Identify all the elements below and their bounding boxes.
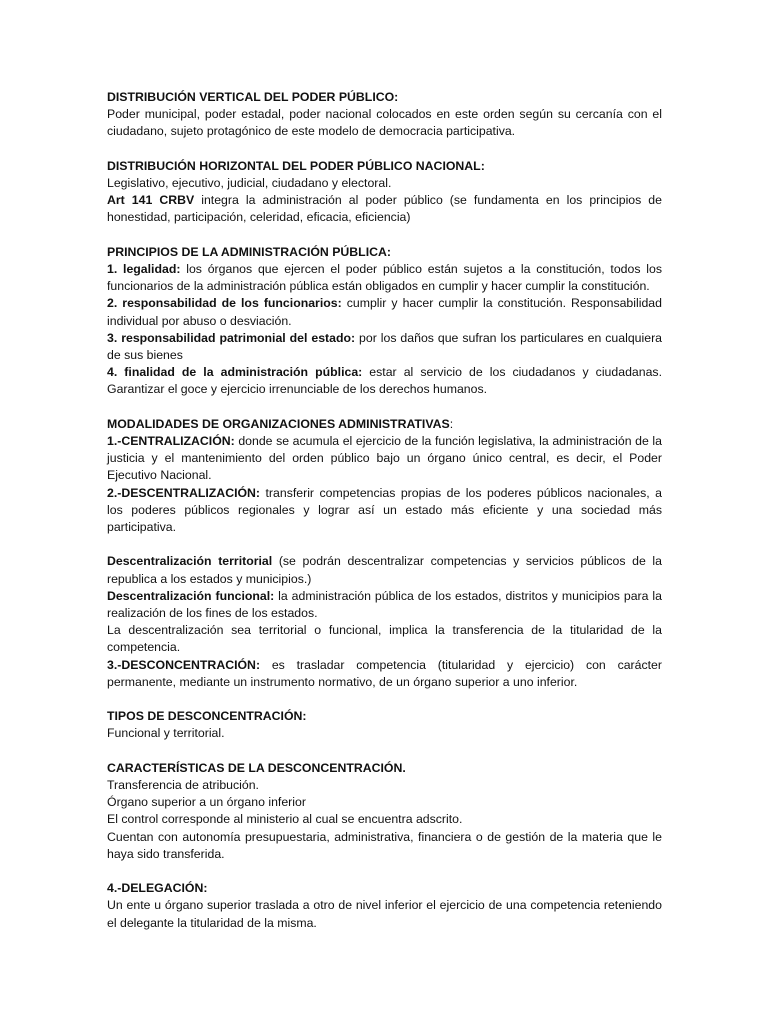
principle-item — [107, 295, 662, 329]
principle-item — [107, 330, 662, 364]
deconcentration-text: es trasladar competencia (titularidad y ejercicio) con carácter permanente, mediante un instrumento normativo, de un órgano superior a uno inferior. — [107, 657, 662, 689]
modality-text: donde se acumula el ejercicio de la función legislativa, la administración de la justicia y el mantenimiento del orden público bajo un órgano único central, es decir, el Poder Ejecutivo Nacional. — [107, 434, 662, 483]
art-141-text: integra la administración al poder público (se fundamenta en los principios de honestidad, participación, celeridad, eficacia, eficiencia) — [107, 193, 662, 225]
modalities-heading-colon: : — [449, 416, 454, 431]
heading-horizontal-distribution: DISTRIBUCIÓN HORIZONTAL DEL PODER PÚBLICO NACIONAL: — [107, 158, 485, 173]
paragraph-funcional — [107, 588, 662, 622]
paragraph-art-141 — [107, 192, 662, 226]
principle-text: estar al servicio de los ciudadanos y ciudadanas. Garantizar el goce y ejercicio irrenunciable de los derechos humanos. — [107, 365, 662, 397]
principle-item — [107, 261, 662, 295]
heading-characteristics: CARACTERÍSTICAS DE LA DESCONCENTRACIÓN. — [107, 760, 406, 775]
paragraph-deconcentration-types: Funcional y territorial. — [107, 726, 225, 741]
principle-label: 1. legalidad: — [107, 262, 181, 276]
principle-label: 2. responsabilidad de los funcionarios: — [107, 296, 342, 311]
section-deconcentration-characteristics — [107, 760, 662, 863]
principle-text: por los daños que sufran los particulares en cualquiera de sus bienes — [107, 330, 662, 363]
modality-item — [107, 485, 662, 537]
funcional-label: Descentralización funcional: — [107, 588, 275, 603]
paragraph-decentralization-note: La descentralización sea territorial o funcional, implica la transferencia de la titularidad de la competencia. — [107, 623, 662, 655]
document-page — [107, 89, 662, 932]
characteristic-line: Órgano superior a un órgano inferior — [107, 795, 306, 810]
heading-delegation: 4.-DELEGACIÓN: — [107, 881, 208, 896]
heading-principles: PRINCIPIOS DE LA ADMINISTRACIÓN PÚBLICA: — [107, 244, 391, 259]
principle-text: cumplir y hacer cumplir la constitución. Responsabilidad individual por abuso o desviación. — [107, 296, 662, 328]
heading-deconcentration-types: TIPOS DE DESCONCENTRACIÓN: — [107, 709, 307, 724]
modalities-heading-text: MODALIDADES DE ORGANIZACIONES ADMINISTRATIVAS — [107, 416, 450, 431]
paragraph-territorial — [107, 553, 662, 587]
section-delegation — [107, 880, 662, 932]
principle-item — [107, 364, 662, 398]
territorial-label: Descentralización territorial — [107, 554, 273, 569]
section-modalities — [107, 416, 662, 536]
principle-label: 4. finalidad de la administración pública: — [107, 365, 363, 380]
modality-item — [107, 433, 662, 485]
heading-vertical-distribution: DISTRIBUCIÓN VERTICAL DEL PODER PÚBLICO: — [107, 90, 399, 104]
characteristic-line: Transferencia de atribución. — [107, 778, 259, 793]
art-141-label: Art 141 CRBV — [107, 193, 195, 208]
section-principles — [107, 244, 662, 399]
modality-label: 2.-DESCENTRALIZACIÓN: — [107, 485, 261, 500]
modality-label: 1.-CENTRALIZACIÓN: — [107, 434, 235, 449]
section-vertical-distribution — [107, 89, 662, 141]
modality-text: transferir competencias propias de los poderes públicos nacionales, a los poderes públicos regionales y lograr así un estado más eficiente y una sociedad más participativa. — [107, 485, 662, 535]
principle-text: los órganos que ejercen el poder público están sujetos a la constitución, todos los funcionarios de la administración pública están obligados en cumplir y hacer cumplir la constitución. — [107, 262, 662, 294]
principle-label: 3. responsabilidad patrimonial del estado: — [107, 330, 356, 345]
section-decentralization-types — [107, 553, 662, 691]
heading-modalities — [107, 416, 662, 433]
paragraph-delegation: Un ente u órgano superior traslada a otro de nivel inferior el ejercicio de una competencia reteniendo el delegante la titularidad de la misma. — [107, 898, 662, 930]
characteristic-line: El control corresponde al ministerio al cual se encuentra adscrito. — [107, 812, 463, 827]
section-horizontal-distribution — [107, 158, 662, 227]
deconcentration-label: 3.-DESCONCENTRACIÓN: — [107, 657, 261, 672]
characteristic-line: Cuentan con autonomía presupuestaria, administrativa, financiera o de gestión de la materia que le haya sido transferida. — [107, 829, 662, 861]
funcional-text: la administración pública de los estados, distritos y municipios para la realización de los fines de los estados. — [107, 588, 662, 621]
paragraph-vertical-distribution: Poder municipal, poder estadal, poder nacional colocados en este orden según su cercanía con el ciudadano, sujeto protagónico de este modelo de democracia participativa. — [107, 107, 662, 139]
territorial-text: (se podrán descentralizar competencias y servicios públicos de la republica a los estados y municipios.) — [107, 554, 662, 586]
paragraph-deconcentration — [107, 657, 662, 691]
section-deconcentration-types — [107, 708, 662, 742]
paragraph-powers-list: Legislativo, ejecutivo, judicial, ciudadano y electoral. — [107, 176, 392, 190]
